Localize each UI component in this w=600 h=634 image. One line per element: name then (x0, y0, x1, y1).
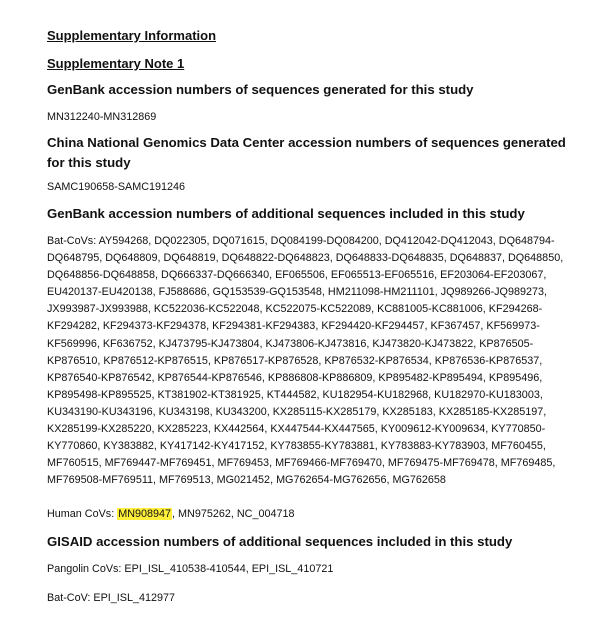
supplementary-information-title: Supplementary Information (47, 28, 217, 43)
highlighted-accession: MN908947 (118, 508, 172, 520)
bat-cov-gisaid-line: Bat-CoV: EPI_ISL_412977 (47, 592, 176, 604)
gisaid-additional-heading: GISAID accession numbers of additional sequences included in this study (47, 534, 513, 549)
genbank-generated-range: MN312240-MN312869 (47, 111, 157, 123)
cngb-generated-heading: China National Genomics Data Center accession numbers of sequences generated for this study (47, 135, 566, 170)
pangolin-covs-line: Pangolin CoVs: EPI_ISL_410538-410544, EPI_ISL_410721 (47, 563, 334, 575)
human-covs-line (47, 506, 575, 523)
genbank-generated-heading: GenBank accession numbers of sequences generated for this study (47, 82, 474, 97)
human-covs-prefix: Human CoVs: (47, 508, 118, 520)
supplementary-note-title: Supplementary Note 1 (47, 56, 185, 71)
cngb-generated-range: SAMC190658-SAMC191246 (47, 181, 186, 193)
genbank-additional-heading: GenBank accession numbers of additional sequences included in this study (47, 206, 525, 221)
human-covs-rest: , MN975262, NC_004718 (172, 508, 295, 520)
bat-covs-accession-list: Bat-CoVs: AY594268, DQ022305, DQ071615, DQ084199-DQ084200, DQ412042-DQ412043, DQ648794-DQ648795, DQ648809, DQ648819, DQ648822-DQ648823, DQ648833-DQ648835, DQ648837, DQ648850, DQ648856-DQ648858, DQ666337-DQ666340, EF065506, EF065513-EF065516, EF203064-EF203067, EU420137-EU420138, FJ588686, GQ153539-GQ153548, HM211098-HM211101, JQ989266-JQ989273, JX993987-JX993988, KC522036-KC522048, KC522075-KC522089, KC881005-KC881006, KF294268-KF294282, KF294373-KF294378, KF294381-KF294383, KF294420-KF294457, KF367457, KF569973-KF569996, KF636752, KJ473795-KJ473804, KJ473806-KJ473816, KJ473820-KJ473822, KP876505-KP876510, KP876512-KP876515, KP876517-KP876528, KP876532-KP876534, KP876536-KP876537, KP876540-KP876542, KP876544-KP876546, KP886808-KP886809, KP895482-KP895494, KP895496, KP895498-KP895525, KT381902-KT381925, KT444582, KU182954-KU182968, KU182970-KU183003, KU343190-KU343196, KU343198, KU343200, KX285115-KX285179, KX285183, KX285185-KX285197, KX285199-KX285220, KX285223, KX442564, KX447544-KX447565, KY009612-KY009634, KY770850-KY770860, KY383882, KY417142-KY417152, KY783855-KY783881, KY783883-KY783903, MF760455, MF760515, MF769447-MF769451, MF769453, MF769466-MF769470, MF769475-MF769478, MF769485, MF769508-MF769511, MF769513, MG021452, MG762654-MG762656, MG762658 (47, 235, 564, 487)
